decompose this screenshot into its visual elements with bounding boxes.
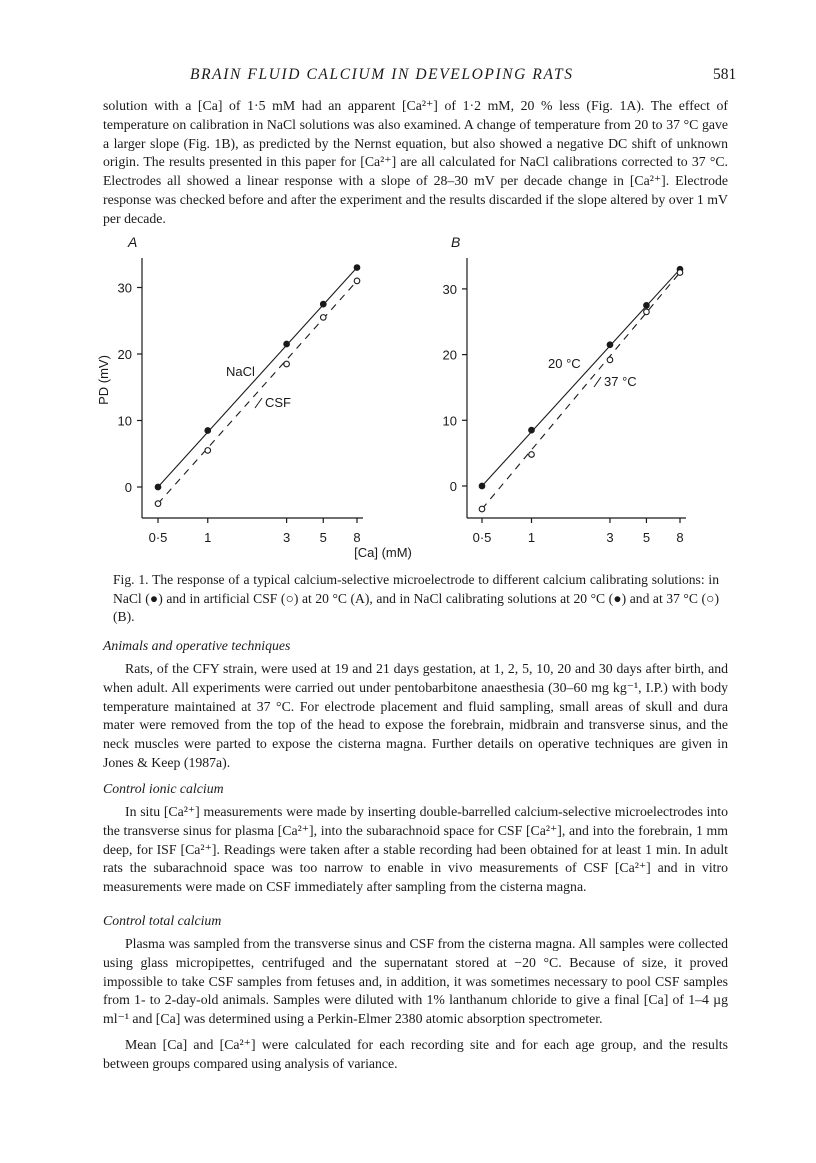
data-point	[479, 506, 485, 512]
series-line	[482, 269, 680, 486]
data-point	[607, 357, 613, 363]
x-tick-label: 0·5	[472, 530, 492, 545]
x-tick-label: 1	[204, 530, 212, 545]
y-tick-label: 0	[124, 480, 132, 495]
series-annotation: 20 °C	[548, 356, 581, 371]
x-tick-label: 1	[527, 530, 536, 545]
section-text-ionic: In situ [Ca²⁺] measurements were made by inserting double-barrelled calcium-selective microelectrodes into the transverse sinus for plasma [Ca²⁺], into the subarachnoid space for CSF [Ca²⁺], and into the forebrain, 1 mm deep, for ISF [Ca²⁺]. Readings were taken after a stable recording had been obtained for at least 1 min. In adult rats the subarachnoid space was too narrow to enable in vivo measurements of CSF [Ca²⁺] and in vitro measurements were made on CSF immediately after sampling from the cisterna magna.	[103, 804, 728, 895]
section-text-animals: Rats, of the CFY strain, were used at 19 and 21 days gestation, at 1, 2, 5, 10, 20 and 30 days after birth, and when adult. All experiments were carried out under pentobarbitone anaesthesia (30–60 mg kg⁻¹, I.P.) with body temperature maintained at 37 °C. For electrode placement and fluid sampling, small areas of skull and dura mater were removed from the top of the head to expose the forebrain, midbrain and transverse sinus, and the neck muscles were parted to expose the cisterna magna. Further details on operative techniques are given in Jones & Keep (1987a).	[103, 661, 728, 770]
panel-a	[118, 234, 363, 545]
y-tick-label: 0	[449, 479, 457, 494]
panel-label: A	[128, 234, 138, 250]
panel-label: B	[451, 234, 461, 250]
section-text-total-2: Mean [Ca] and [Ca²⁺] were calculated for each recording site and for each age group, and the results between groups compared using analysis of variance.	[103, 1037, 728, 1071]
data-point	[529, 452, 535, 458]
data-point	[205, 448, 211, 454]
series-line	[158, 281, 357, 504]
data-point	[284, 361, 290, 367]
series-annotation: CSF	[265, 395, 291, 410]
series-line	[158, 268, 357, 487]
data-point	[607, 342, 613, 348]
x-tick-label: 8	[353, 530, 361, 545]
x-tick-label: 0·5	[148, 530, 168, 545]
x-tick-label: 3	[282, 530, 291, 545]
x-tick-label: 5	[642, 530, 651, 545]
x-axis-label: [Ca] (mM)	[354, 545, 412, 560]
x-tick-label: 3	[606, 530, 614, 545]
data-point	[529, 427, 535, 433]
series-annotation: 37 °C	[604, 374, 637, 389]
y-tick-label: 30	[442, 281, 457, 297]
figure-caption: Fig. 1. The response of a typical calcium-selective microelectrode to different calcium calibrating solutions: in NaCl (●) and in artificial CSF (○) at 20 °C (A), and in NaCl calibrating solutions at 20 °C (●) and at 37 °C (○) (B).	[113, 572, 719, 624]
data-point	[479, 483, 485, 489]
section-heading-animals: Animals and operative techniques	[103, 638, 291, 653]
data-point	[320, 301, 326, 307]
data-point	[354, 278, 360, 284]
section-heading-ionic: Control ionic calcium	[103, 781, 224, 796]
y-tick-label: 20	[117, 347, 132, 362]
data-point	[155, 484, 161, 490]
panel-b	[443, 234, 686, 545]
x-tick-label: 5	[319, 530, 327, 545]
series-annotation: NaCl	[226, 364, 255, 379]
section-heading-total: Control total calcium	[103, 913, 222, 928]
data-point	[644, 303, 650, 309]
x-tick-label: 8	[676, 530, 684, 545]
page-number: 581	[713, 66, 737, 83]
intro-paragraph: solution with a [Ca] of 1·5 mM had an apparent [Ca²⁺] of 1·2 mM, 20 % less (Fig. 1A). The effect of temperature on calibration in NaCl solutions was also examined. A change of temperature from 20 to 37 °C gave a larger slope (Fig. 1B), as predicted by the Nernst equation, but also showed a negative DC shift of unknown origin. The results presented in this paper for [Ca²⁺] are all calculated for NaCl calibrations corrected to 37 °C. Electrodes all showed a linear response with a slope of 28–30 mV per decade change in [Ca²⁺]. Electrode response was checked before and after the experiment and the results discarded if the slope altered by over 1 mV per decade.	[103, 98, 728, 226]
data-point	[644, 309, 650, 315]
y-tick-label: 30	[117, 280, 132, 296]
annotation-leader	[594, 377, 601, 387]
series-line	[482, 272, 680, 509]
annotation-leader	[255, 398, 262, 408]
data-point	[284, 341, 290, 347]
data-point	[320, 315, 326, 321]
data-point	[354, 265, 360, 271]
data-point	[155, 501, 161, 507]
y-axis-label: PD (mV)	[96, 355, 111, 405]
data-point	[205, 428, 211, 434]
y-tick-label: 20	[442, 347, 457, 363]
section-text-total: Plasma was sampled from the transverse sinus and CSF from the cisterna magna. All samples were collected using glass micropipettes, centrifuged and the supernatant stored at −20 °C. Because of size, it proved impossible to take CSF samples from fetuses and, in addition, it was sometimes necessary to pool CSF samples from 1- to 2-day-old animals. Samples were diluted with 1% lanthanum chloride to give a final [Ca] of 1–4 µg ml⁻¹ and [Ca] was determined using a Perkin-Elmer 2380 atomic absorption spectrometer.	[103, 936, 728, 1027]
data-point	[677, 270, 683, 276]
running-head-title: BRAIN FLUID CALCIUM IN DEVELOPING RATS	[190, 66, 574, 83]
y-tick-label: 10	[442, 413, 457, 429]
y-tick-label: 10	[117, 413, 132, 429]
